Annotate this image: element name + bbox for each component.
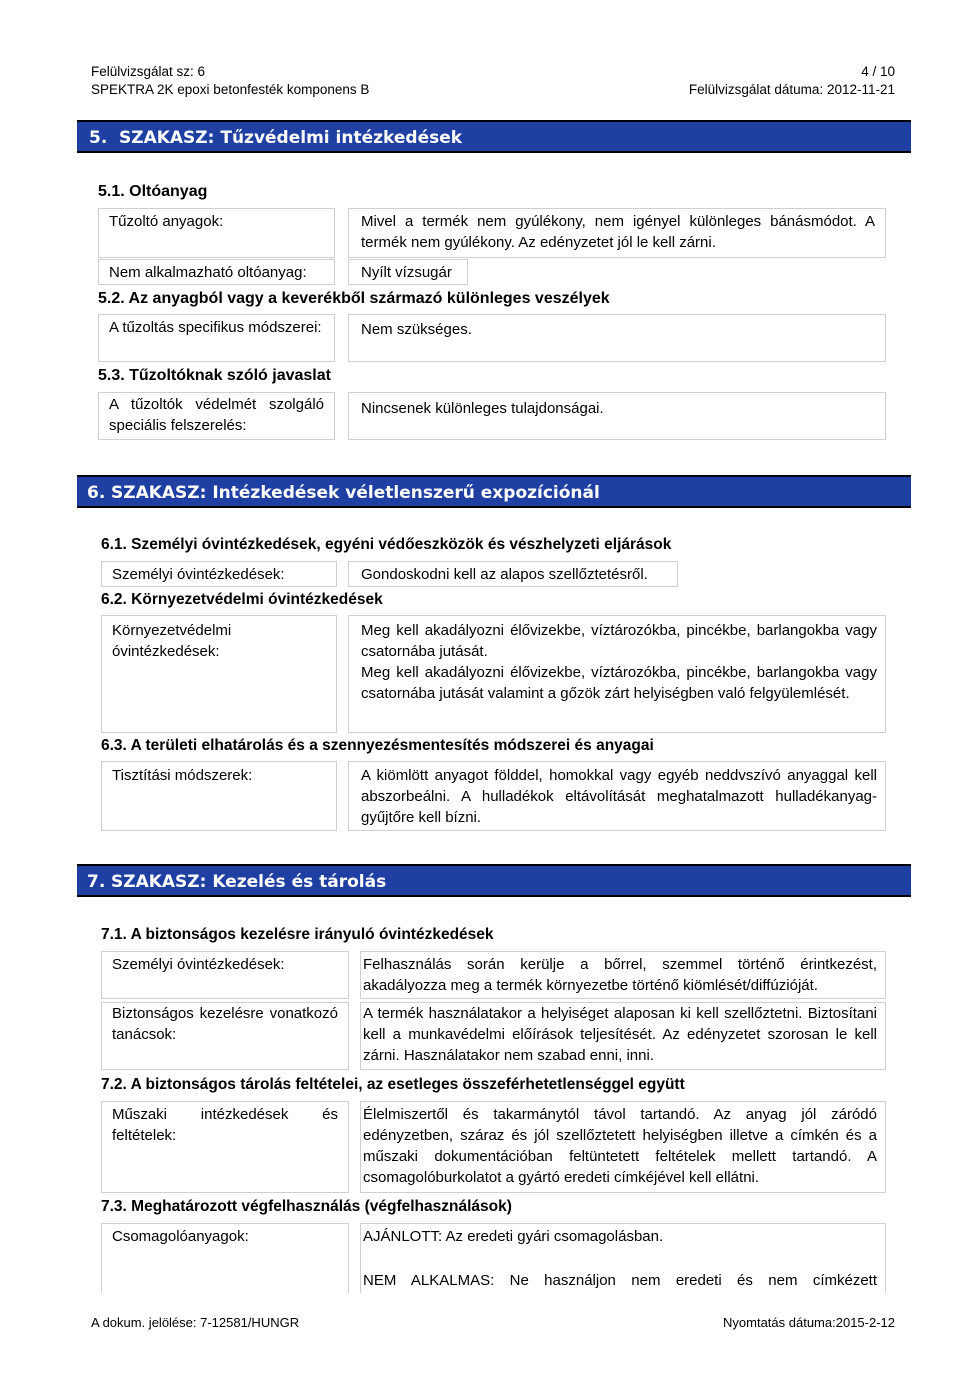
protective-equipment-value: Nincsenek különleges tulajdonságai.	[348, 392, 886, 440]
subsection-5-3-title: 5.3. Tűzoltóknak szóló javaslat	[98, 367, 331, 384]
subsection-7-2-title: 7.2. A biztonságos tárolás feltételei, az esetleges összeférhetetlenséggel együtt	[101, 1076, 685, 1093]
cleaning-methods-label: Tisztítási módszerek:	[101, 761, 337, 831]
packaging-value	[360, 1223, 886, 1293]
safe-handling-label: Biztonságos kezelésre vonatkozó tanácsok:	[101, 1002, 349, 1070]
handling-personal-value: Felhasználás során kerülje a bőrrel, szemmel történő érintkezést, akadályozza meg a termék környezetbe történő kiömlését/diffúzióját.	[360, 951, 886, 999]
section-7-header	[77, 864, 911, 897]
subsection-5-1-title: 5.1. Oltóanyag	[98, 183, 208, 200]
subsection-6-3-title: 6.3. A területi elhatárolás és a szennyezésmentesítés módszerei és anyagai	[101, 737, 654, 754]
revision-number: Felülvizsgálat sz: 6	[91, 64, 206, 79]
section-7-number: 7.	[87, 872, 106, 892]
unsuitable-media-value: Nyílt vízsugár	[348, 259, 468, 285]
subsection-5-2-title: 5.2. Az anyagból vagy a keverékből származó különleges veszélyek	[98, 290, 610, 307]
document-id: A dokum. jelölése: 7-12581/HUNGR	[91, 1315, 300, 1330]
extinguishing-media-value: Mivel a termék nem gyúlékony, nem igényel különleges bánásmódot. A termék nem gyúlékony. Az edényzetet jól le kell zárni.	[348, 208, 886, 258]
environmental-precautions-text-1: Meg kell akadályozni élővizekbe, víztározókba, pincékbe, barlangokba vagy csatornába jutását.	[361, 622, 877, 660]
personal-precautions-value: Gondoskodni kell az alapos szellőztetésről.	[348, 561, 678, 587]
revision-date: Felülvizsgálat dátuma: 2012-11-21	[688, 82, 895, 97]
cleaning-methods-value: A kiömlött anyagot földdel, homokkal vagy egyéb neddvszívó anyaggal kell abszorbeálni. A hulladékok eltávolítását meghatalmazott hulladékanyag-gyűjtőre kell bízni.	[348, 761, 886, 831]
specific-methods-value: Nem szükséges.	[348, 314, 886, 362]
safe-handling-value: A termék használatakor a helyiséget alaposan ki kell szellőztetni. Biztosítani kell a munkavédelmi előírások teljesítését. Az edényzetet szorosan le kell zárni. Használatakor nem szabad enni, inni.	[360, 1002, 886, 1070]
environmental-precautions-value	[348, 615, 886, 733]
section-7-title: SZAKASZ: Kezelés és tárolás	[111, 872, 387, 892]
personal-precautions-label: Személyi óvintézkedések:	[101, 561, 337, 587]
protective-equipment-label: A tűzoltók védelmét szolgáló speciális felszerelés:	[98, 392, 335, 440]
subsection-6-2-title: 6.2. Környezetvédelmi óvintézkedések	[101, 591, 383, 608]
section-5-title: SZAKASZ: Tűzvédelmi intézkedések	[119, 128, 463, 148]
section-6-title: SZAKASZ: Intézkedések véletlenszerű expozíciónál	[111, 483, 600, 503]
technical-measures-label: Műszaki intézkedések és feltételek:	[101, 1101, 349, 1193]
section-6-number: 6.	[87, 483, 106, 503]
environmental-precautions-text-2: Meg kell akadályozni élővizekbe, víztározókba, pincékbe, barlangokba vagy csatornába jutását valamint a gőzök zárt helyiségben való felgyülemlését.	[361, 664, 877, 702]
specific-methods-label: A tűzoltás specifikus módszerei:	[98, 314, 335, 362]
subsection-6-1-title: 6.1. Személyi óvintézkedések, egyéni védőeszközök és vészhelyzeti eljárások	[101, 536, 672, 553]
unsuitable-media-label: Nem alkalmazható oltóanyag:	[98, 259, 335, 285]
packaging-recommended: AJÁNLOTT: Az eredeti gyári csomagolásban.	[363, 1228, 664, 1245]
environmental-precautions-label: Környezetvédelmi óvintézkedések:	[101, 615, 337, 733]
product-name: SPEKTRA 2K epoxi betonfesték komponens B	[91, 82, 370, 97]
page-number: 4 / 10	[861, 64, 895, 79]
section-5-number: 5.	[89, 128, 108, 148]
section-5-header	[77, 120, 911, 153]
technical-measures-value: Élelmiszertől és takarmánytól távol tartandó. Az anyag jól záródó edényzetben, száraz és jól szellőztetett helyiségben illetve a címkén és a műszaki dokumentációban feltüntetett feltételek mellett tartandó. A csomagolóburkolatot a gyártó eredeti címkéjével kell ellátni.	[360, 1101, 886, 1193]
handling-personal-label: Személyi óvintézkedések:	[101, 951, 349, 999]
section-6-header	[77, 475, 911, 508]
print-date: Nyomtatás dátuma:2015-2-12	[723, 1315, 895, 1330]
subsection-7-3-title: 7.3. Meghatározott végfelhasználás (végfelhasználások)	[101, 1198, 512, 1215]
packaging-label: Csomagolóanyagok:	[101, 1223, 349, 1293]
packaging-not-suitable: NEM ALKALMAS: Ne használjon nem eredeti és nem címkézett	[363, 1272, 877, 1289]
subsection-7-1-title: 7.1. A biztonságos kezelésre irányuló óvintézkedések	[101, 926, 494, 943]
extinguishing-media-label: Tűzoltó anyagok:	[98, 208, 335, 258]
